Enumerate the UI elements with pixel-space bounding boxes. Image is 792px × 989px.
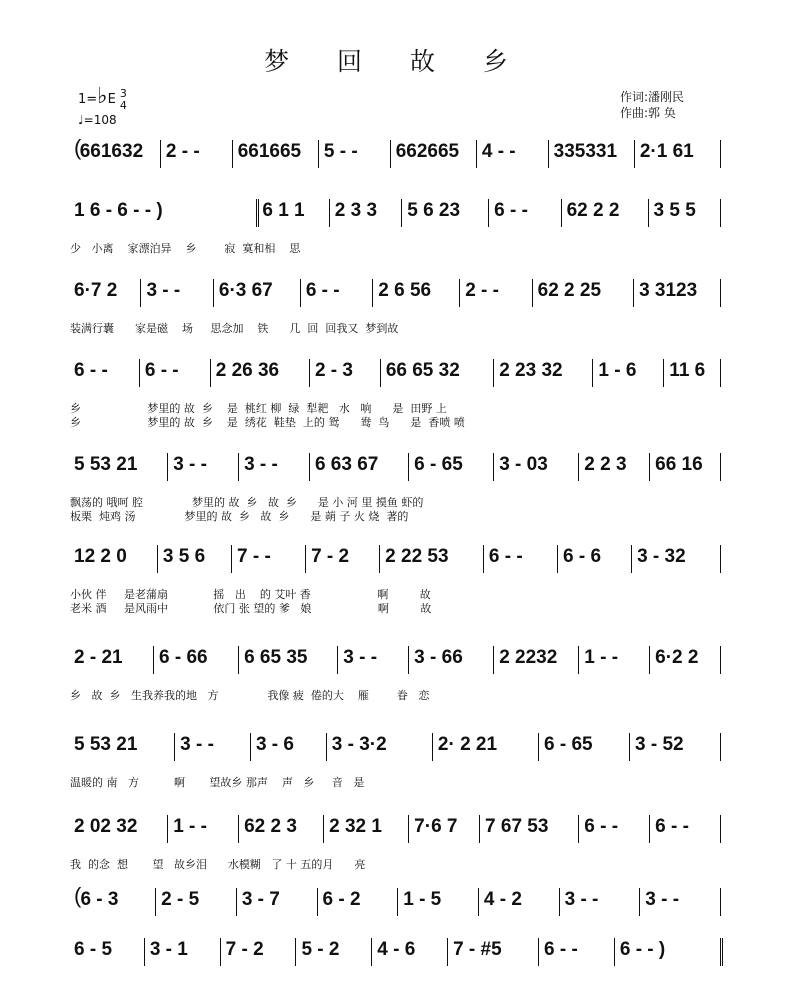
barline: [317, 888, 318, 916]
measure-notes: 2 2 3: [584, 454, 627, 475]
staff-row: [0, 450, 792, 482]
measure-notes: 661632: [79, 141, 144, 162]
barline: [153, 646, 154, 674]
barline: [578, 646, 579, 674]
barline: [649, 646, 650, 674]
barline: [447, 938, 448, 966]
barline: [408, 646, 409, 674]
measure-notes: 62 2 2: [566, 200, 620, 221]
barline: [157, 545, 158, 573]
barline: [167, 815, 168, 843]
barline: [720, 199, 721, 227]
barline: [390, 140, 391, 168]
measure-notes: 2 - 5: [161, 889, 200, 910]
flat-icon: ♭: [97, 84, 108, 109]
measure-notes: 4 - 2: [483, 889, 522, 910]
staff-row: [0, 935, 792, 967]
measure-notes: 6 - -: [74, 360, 108, 381]
quarter-note-icon: ♩: [78, 113, 84, 127]
measure-notes: 335331: [553, 141, 618, 162]
measure-notes: 3 5 6: [162, 546, 206, 567]
measure-notes: 7 - #5: [453, 939, 502, 960]
measure-notes: 2· 2 21: [437, 734, 498, 755]
measure-notes: 2 02 32: [74, 816, 138, 837]
measure-notes: 3 - 03: [499, 454, 548, 475]
barline: [720, 279, 721, 307]
lyrics-line: 飘荡的 哦呵 腔 梦里的 故 乡 故 乡 是 小 河 里 摸鱼 虾的: [70, 496, 424, 509]
barline: [309, 453, 310, 481]
measure-notes: 6 - -: [544, 939, 578, 960]
staff-row: [0, 812, 792, 844]
measure-notes: 1 - 6: [598, 360, 637, 381]
barline: [720, 140, 721, 168]
key-signature: [78, 84, 127, 112]
barline: [337, 646, 338, 674]
barline: [232, 140, 233, 168]
measure-notes: 6 - - ): [619, 939, 666, 960]
measure-notes: 2 2232: [499, 647, 558, 668]
barline: [629, 733, 630, 761]
barline: [309, 359, 310, 387]
measure-notes: 2 - 21: [74, 647, 123, 668]
staff-row: [0, 542, 792, 574]
measure-notes: 3 3123: [639, 280, 698, 301]
barline: [578, 815, 579, 843]
measure-notes: 662665: [395, 141, 460, 162]
barline: [483, 545, 484, 573]
barline: [213, 279, 214, 307]
barline: [493, 453, 494, 481]
measure-notes: 6 - 65: [544, 734, 593, 755]
staff-row: [0, 137, 792, 169]
barline: [236, 888, 237, 916]
barline: [139, 359, 140, 387]
measure-notes: 3 - -: [180, 734, 214, 755]
barline: [329, 199, 330, 227]
measure-notes: 2 22 53: [385, 546, 449, 567]
measure-notes: 2 - 3: [314, 360, 353, 381]
key-note: E: [107, 92, 116, 107]
measure-notes: 6·3 67: [218, 280, 273, 301]
measure-notes: 2 32 1: [329, 816, 382, 837]
measure-notes: 3 - 1: [149, 939, 188, 960]
barline: [326, 733, 327, 761]
barline: [559, 888, 560, 916]
barline: [633, 279, 634, 307]
staff-row: [0, 356, 792, 388]
barline: [408, 815, 409, 843]
measure-notes: 3 - -: [173, 454, 207, 475]
lyrics-line: 少 小离 家漂泊异 乡 寂 寞和相 思: [70, 242, 301, 255]
barline: [561, 199, 562, 227]
tempo-value: =108: [83, 113, 117, 127]
barline: [578, 453, 579, 481]
measure-notes: 2 26 36: [215, 360, 280, 381]
measure-notes: 4 - 6: [377, 939, 416, 960]
measure-notes: 1 6 - 6 - - ): [74, 200, 163, 221]
barline: [493, 359, 494, 387]
barline: [488, 199, 489, 227]
barline: [295, 938, 296, 966]
measure-notes: 6 1 1: [262, 200, 305, 221]
staff-row: [0, 276, 792, 308]
lyrics-line: 温暖的 南 方 啊 望故乡 那声 声 乡 音 是: [70, 776, 365, 789]
barline: [649, 453, 650, 481]
open-paren: (: [74, 135, 82, 160]
barline: [634, 140, 635, 168]
measure-notes: 661665: [237, 141, 302, 162]
barline: [478, 888, 479, 916]
key-prefix: 1=: [78, 92, 98, 107]
barline: [538, 938, 539, 966]
measure-notes: 6·2 2: [655, 647, 699, 668]
barline: [538, 733, 539, 761]
barline: [476, 140, 477, 168]
measure-notes: 12 2 0: [74, 546, 127, 567]
barline: [720, 545, 721, 573]
measure-notes: 6 - -: [488, 546, 523, 567]
lyrics-line-2: 乡 梦里的 故 乡 是 绣花 鞋垫 上的 鸳 鸯 鸟 是 香喷 喷: [70, 416, 465, 429]
measure-notes: 1 - 5: [403, 889, 442, 910]
composer-credit: 作曲:郭 奂: [620, 106, 676, 120]
measure-notes: 6 - -: [144, 360, 179, 381]
barline: [720, 646, 721, 674]
measure-notes: 5 6 23: [407, 200, 461, 221]
repeat-barline: [720, 938, 723, 966]
time-signature: [120, 88, 127, 112]
open-paren: (: [74, 883, 82, 908]
barline: [379, 545, 380, 573]
staff-row: [0, 196, 792, 228]
measure-notes: 6·7 2: [74, 280, 118, 301]
barline: [323, 815, 324, 843]
measure-notes: 66 16: [655, 454, 703, 475]
measure-notes: 3 - 52: [635, 734, 684, 755]
measure-notes: 3 - -: [564, 889, 599, 910]
barline: [380, 359, 381, 387]
lyrics-line-2: 板栗 炖鸡 汤 梦里的 故 乡 故 乡 是 蒴 子 火 烧 著的: [70, 510, 409, 523]
tempo-mark: [78, 113, 117, 127]
measure-notes: 7 - 2: [225, 939, 264, 960]
barline: [300, 279, 301, 307]
measure-notes: 6 - 66: [159, 647, 208, 668]
barline: [144, 938, 145, 966]
barline: [397, 888, 398, 916]
barline: [220, 938, 221, 966]
barline: [372, 279, 373, 307]
barline: [663, 359, 664, 387]
measure-notes: 6 63 67: [314, 454, 379, 475]
measure-notes: 6 - -: [494, 200, 528, 221]
barline: [592, 359, 593, 387]
barline: [720, 453, 721, 481]
barline: [493, 646, 494, 674]
measure-notes: 3 - 6: [255, 734, 294, 755]
measure-notes: 3 - 7: [241, 889, 280, 910]
barline: [238, 453, 239, 481]
barline: [720, 815, 721, 843]
measure-notes: 7 - -: [237, 546, 271, 567]
measure-notes: 3 - -: [645, 889, 680, 910]
measure-notes: 5 - 2: [301, 939, 340, 960]
barline: [140, 279, 141, 307]
barline: [318, 140, 319, 168]
barline: [631, 545, 632, 573]
measure-notes: 6 - 5: [74, 939, 113, 960]
barline: [371, 938, 372, 966]
lyrics-line-2: 老米 酒 是风雨中 依门 张 望的 爹 娘 啊 故: [70, 602, 432, 615]
lyricist-credit: 作词:潘刚民: [620, 90, 685, 104]
barline: [174, 733, 175, 761]
measure-notes: 2 6 56: [378, 280, 432, 301]
lyrics-line: 小伙 伴 是老蒲扇 摇 出 的 艾叶 香 啊 故: [70, 588, 431, 601]
measure-notes: 7·6 7: [414, 816, 458, 837]
measure-notes: 2 - -: [465, 280, 499, 301]
measure-notes: 7 - 2: [311, 546, 350, 567]
barline: [720, 888, 721, 916]
measure-notes: 5 53 21: [74, 734, 138, 755]
measure-notes: 6 - 65: [414, 454, 463, 475]
measure-notes: 6 - -: [584, 816, 619, 837]
time-bottom: 4: [119, 98, 127, 112]
lyrics-line: 乡 故 乡 生我养我的地 方 我像 疲 倦的大 雁 眷 恋: [70, 689, 430, 702]
barline: [305, 545, 306, 573]
measure-notes: 3 - 32: [637, 546, 686, 567]
measure-notes: 6 - 2: [322, 889, 361, 910]
staff-row: [0, 885, 792, 917]
measure-notes: 11 6: [669, 360, 706, 381]
barline: [532, 279, 533, 307]
lyrics-line: 乡 梦里的 故 乡 是 桃红 柳 绿 犁耙 水 响 是 田野 上: [70, 402, 447, 415]
barline: [648, 199, 649, 227]
barline: [649, 815, 650, 843]
barline: [432, 733, 433, 761]
measure-notes: 3 - -: [343, 647, 378, 668]
lyrics-line: 我 的念 想 望 故乡泪 水模糊 了 十 五的月 亮: [70, 858, 366, 871]
measure-notes: 62 2 25: [537, 280, 602, 301]
measure-notes: 6 - 6: [563, 546, 602, 567]
barline: [160, 140, 161, 168]
measure-notes: 7 67 53: [485, 816, 549, 837]
barline: [639, 888, 640, 916]
staff-row: [0, 643, 792, 675]
barline: [720, 733, 721, 761]
measure-notes: 66 65 32: [385, 360, 460, 381]
staff-row: [0, 730, 792, 762]
barline: [167, 453, 168, 481]
barline: [548, 140, 549, 168]
measure-notes: 3 - -: [244, 454, 278, 475]
barline: [408, 453, 409, 481]
barline: [614, 938, 615, 966]
time-top: 3: [119, 86, 127, 100]
measure-notes: 62 2 3: [244, 816, 297, 837]
measure-notes: 3 - 3·2: [331, 734, 387, 755]
barline: [210, 359, 211, 387]
measure-notes: 1 - -: [584, 647, 619, 668]
measure-notes: 6 - 3: [80, 889, 119, 910]
barline: [250, 733, 251, 761]
measure-notes: 3 - 66: [414, 647, 463, 668]
barline: [557, 545, 558, 573]
barline: [238, 815, 239, 843]
measure-notes: 3 5 5: [653, 200, 696, 221]
measure-notes: 2 3 3: [334, 200, 378, 221]
measure-notes: 5 - -: [323, 141, 358, 162]
barline: [479, 815, 480, 843]
barline: [459, 279, 460, 307]
measure-notes: 5 53 21: [74, 454, 138, 475]
measure-notes: 2·1 61: [639, 141, 694, 162]
measure-notes: 3 - -: [146, 280, 181, 301]
measure-notes: 2 23 32: [499, 360, 563, 381]
measure-notes: 1 - -: [173, 816, 207, 837]
measure-notes: 2 - -: [165, 141, 200, 162]
barline: [231, 545, 232, 573]
repeat-barline: [256, 199, 259, 227]
barline: [720, 359, 721, 387]
lyrics-line: 装满行囊 家是磁 场 思念加 铁 几 回 回我又 梦到故: [70, 322, 399, 335]
measure-notes: 6 65 35: [244, 647, 308, 668]
barline: [238, 646, 239, 674]
measure-notes: 6 - -: [305, 280, 340, 301]
song-title: 梦 回 故 乡: [264, 47, 528, 76]
measure-notes: 4 - -: [481, 141, 516, 162]
measure-notes: 6 - -: [655, 816, 689, 837]
barline: [401, 199, 402, 227]
barline: [155, 888, 156, 916]
